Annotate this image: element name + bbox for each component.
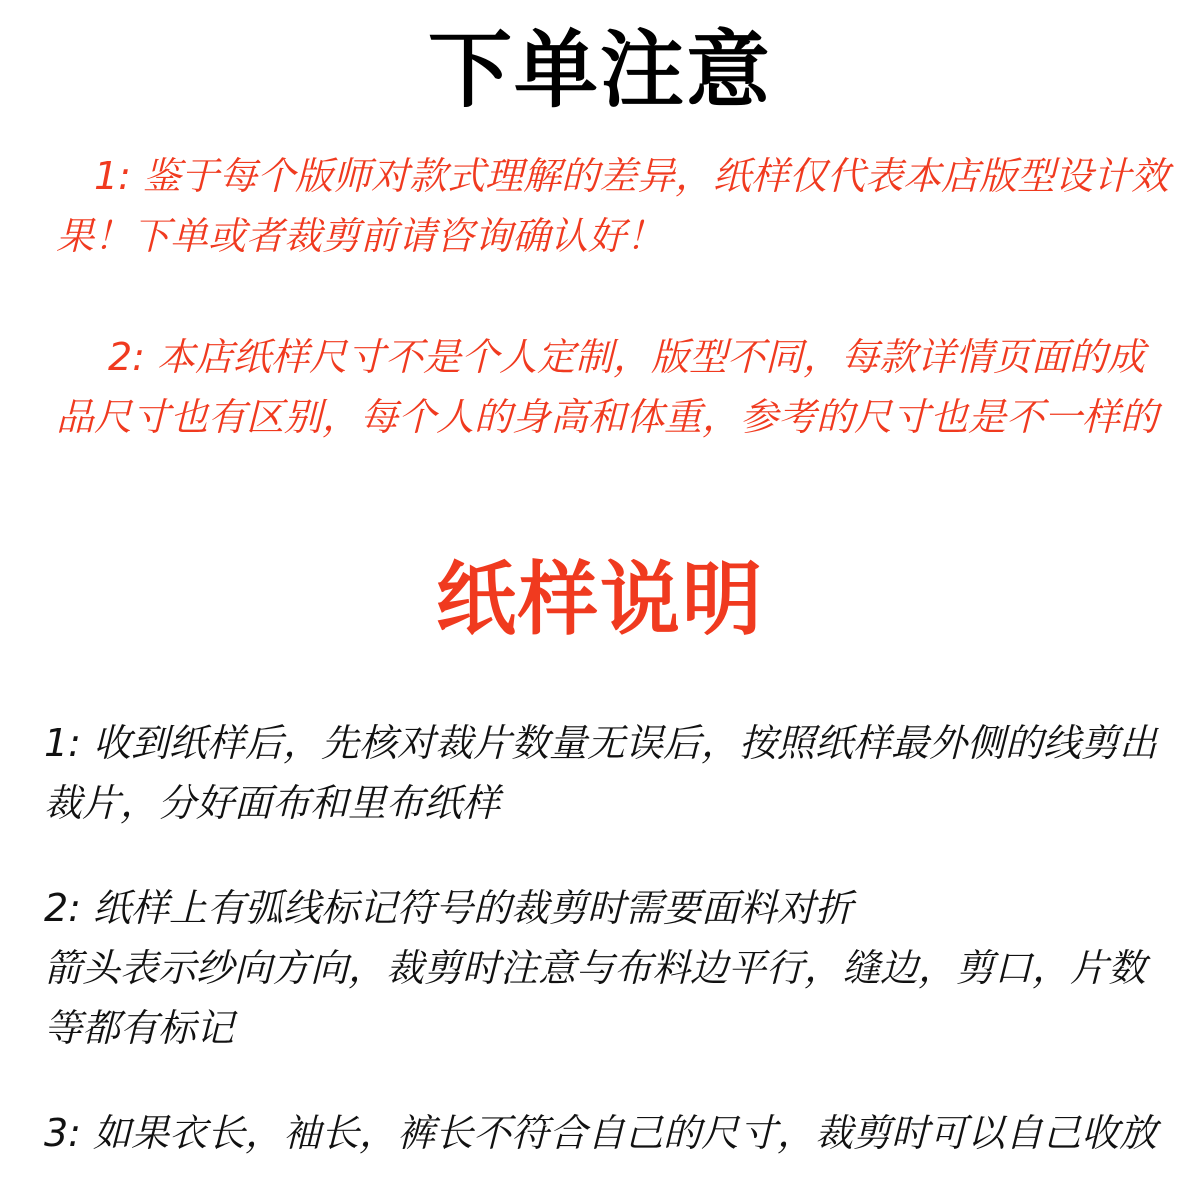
order-notice-title: 下单注意 <box>427 21 772 119</box>
pattern-explanation-item-2-line-2: 箭头表示纱向方向，裁剪时注意与布料边平行，缝边，剪口，片数等都有标记 <box>44 946 1147 1050</box>
pattern-explanation-item-3: 3: 如果衣长，袖长，裤长不符合自己的尺寸，裁剪时可以自己收放 <box>44 1111 1158 1155</box>
pattern-explanation-title: 纸样说明 <box>436 553 764 646</box>
pattern-explanation-item-1: 1: 收到纸样后，先核对裁片数量无误后，按照纸样最外侧的线剪出裁片，分好面布和里布纸样 <box>44 721 1158 825</box>
order-notice-item-2: 2: 本店纸样尺寸不是个人定制，版型不同，每款详情页面的成品尺寸也有区别，每个人的身高和体重，参考的尺寸也是不一样的 <box>56 335 1159 439</box>
pattern-explanation-item-2 <box>44 878 1174 1058</box>
order-notice-item-1: 1: 鉴于每个版师对款式理解的差异，纸样仅代表本店版型设计效果！下单或者裁剪前请咨询确认好！ <box>56 154 1170 258</box>
pattern-explanation-item-2-line-1: 2: 纸样上有弧线标记符号的裁剪时需要面料对折 <box>44 886 854 930</box>
